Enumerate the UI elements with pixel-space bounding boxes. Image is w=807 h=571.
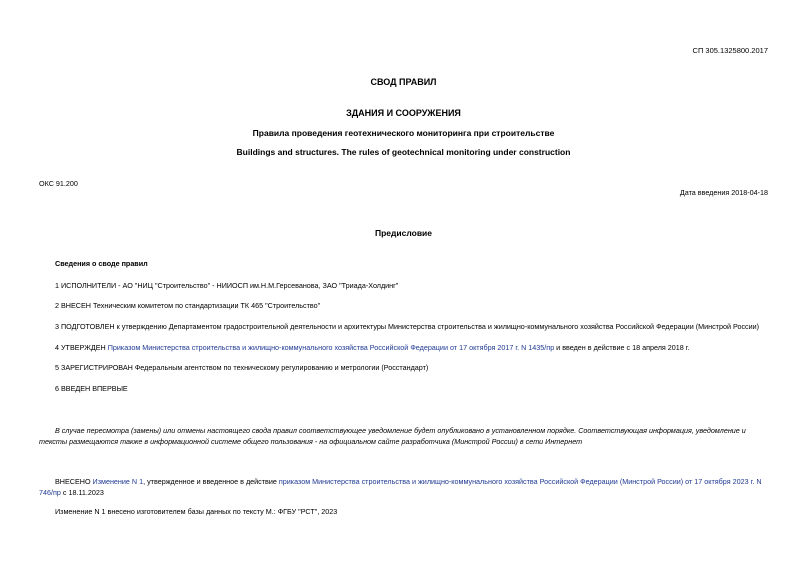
preface-item-4-suffix: и введен в действие с 18 апреля 2018 г. bbox=[554, 343, 690, 352]
info-heading: Сведения о своде правил bbox=[55, 259, 148, 268]
preface-item-5: 5 ЗАРЕГИСТРИРОВАН Федеральным агентством по техническому регулированию и метрологии (Росстандарт) bbox=[55, 363, 429, 372]
preface-heading: Предисловие bbox=[374, 228, 433, 238]
document-subtitle: ЗДАНИЯ И СООРУЖЕНИЯ bbox=[346, 108, 461, 118]
amendment-prefix: ВНЕСЕНО bbox=[55, 477, 93, 486]
preface-item-2: 2 ВНЕСЕН Техническим комитетом по стандартизации ТК 465 "Строительство" bbox=[55, 301, 321, 310]
amendment-mid: , утвержденное и введенное в действие bbox=[143, 477, 279, 486]
amendment-suffix: с 18.11.2023 bbox=[60, 488, 104, 497]
preface-item-3: 3 ПОДГОТОВЛЕН к утверждению Департаментом градостроительной деятельности и архитектуры Министерства строительства и жилищно-коммунального хозяйства Российской Федерации (Минстрой России) bbox=[55, 322, 760, 331]
order-1435-link[interactable]: Приказом Министерства строительства и жилищно-коммунального хозяйства Российской Федерации от 17 октября 2017 г. N 1435/пр bbox=[107, 343, 555, 352]
preface-item-1: 1 ИСПОЛНИТЕЛИ - АО "НИЦ "Строительство" - НИИОСП им.Н.М.Герсеванова, ЗАО "Триада-Холдинг" bbox=[55, 281, 399, 290]
effective-date: Дата введения 2018-04-18 bbox=[679, 188, 768, 197]
oks-code: ОКС 91.200 bbox=[39, 179, 78, 188]
amendment-note: Изменение N 1 внесено изготовителем базы данных по тексту М.: ФГБУ "РСТ", 2023 bbox=[55, 507, 338, 516]
preface-item-6: 6 ВВЕДЕН ВПЕРВЫЕ bbox=[55, 384, 128, 393]
document-code: СП 305.1325800.2017 bbox=[692, 46, 768, 55]
amendment-1-link[interactable]: Изменение N 1 bbox=[92, 477, 144, 486]
document-subtitle-ru: Правила проведения геотехнического мониторинга при строительстве bbox=[252, 128, 555, 138]
preface-item-4 bbox=[55, 343, 690, 352]
revision-notice: В случае пересмотра (замены) или отмены настоящего свода правил соответствующее уведомление будет опубликовано в установленном порядке. Соответствующая информация, уведомление и тексты размещаются также в информационной системе общего пользования - на официальном сайте разработчика (Минстрой России) в сети Интернет bbox=[39, 426, 746, 446]
amendment-paragraph bbox=[39, 476, 768, 498]
order-746-link[interactable]: приказом Министерства строительства и жилищно-коммунального хозяйства Российской Федерации (Минстрой России) от 17 октября 2023 г. N 746/пр bbox=[39, 477, 762, 497]
document-subtitle-en: Buildings and structures. The rules of geotechnical monitoring under construction bbox=[236, 147, 571, 157]
document-title: СВОД ПРАВИЛ bbox=[370, 77, 437, 87]
preface-item-4-prefix: 4 УТВЕРЖДЕН bbox=[55, 343, 108, 352]
